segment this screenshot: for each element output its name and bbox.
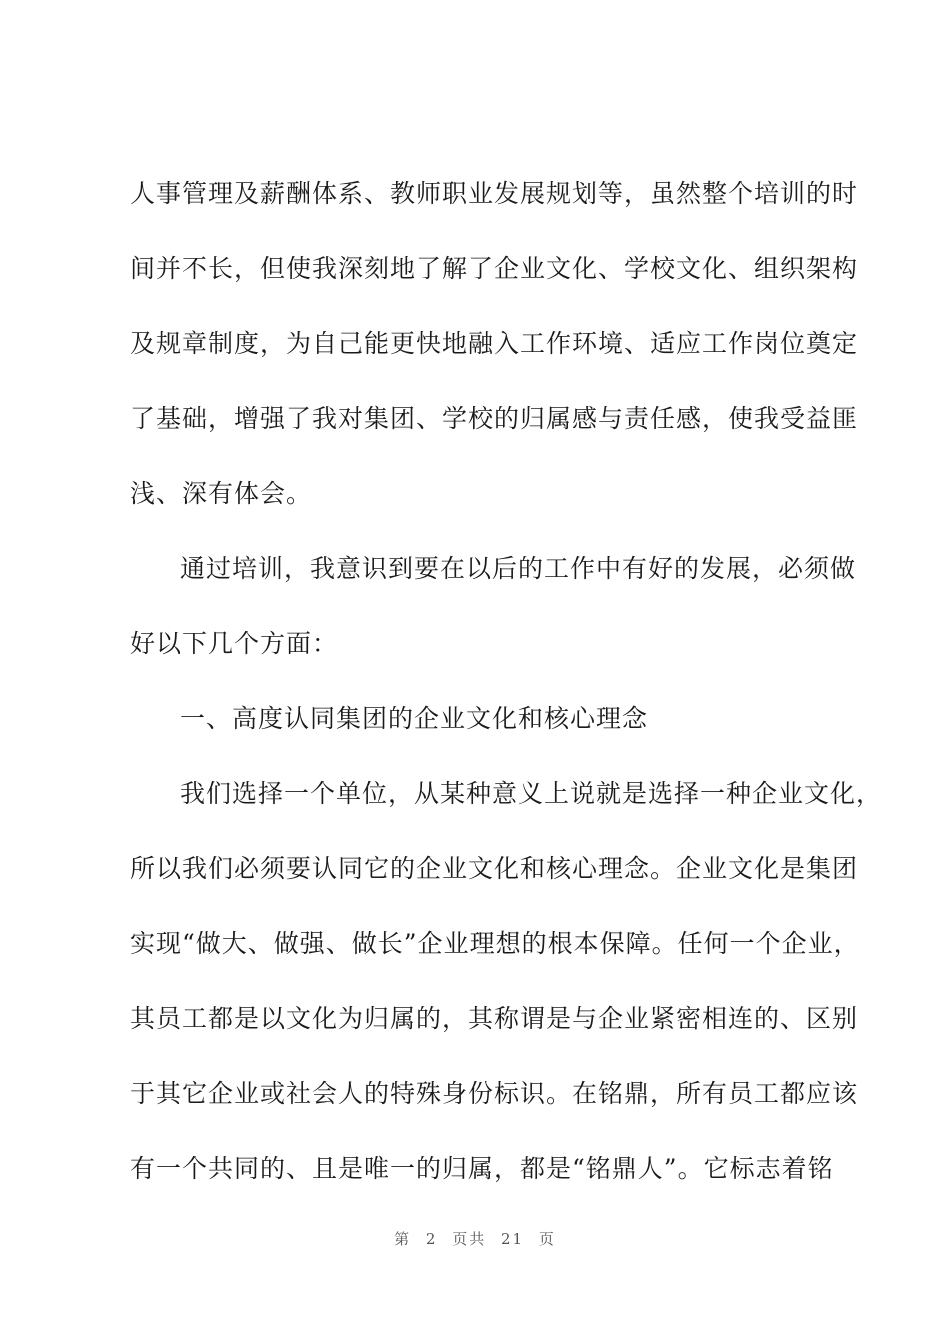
text-line-5: 浅、深有体会。 [130,479,313,508]
text-line-13: 于其它企业或社会人的特殊身份标识。在铭鼎，所有员工都应该 [130,1079,859,1108]
current-page-number: 2 [425,1230,438,1248]
total-pages-number: 21 [501,1230,525,1248]
footer-mid: 页共 [452,1230,487,1248]
text-line-3: 及规章制度，为自己能更快地融入工作环境、适应工作岗位奠定 [130,329,859,358]
section-heading: 一、高度认同集团的企业文化和核心理念 [180,704,649,733]
footer-suffix: 页 [538,1230,556,1248]
text-line-12: 其员工都是以文化为归属的，其称谓是与企业紧密相连的、区别 [130,1004,859,1033]
paragraph-start-line: 通过培训，我意识到要在以后的工作中有好的发展，必须做 [180,554,857,583]
footer-prefix: 第 [394,1230,412,1248]
text-line-7: 好以下几个方面： [130,629,339,658]
text-line-11: 实现“做大、做强、做长”企业理想的根本保障。任何一个企业， [130,929,860,958]
text-line-4: 了基础，增强了我对集团、学校的归属感与责任感，使我受益匪 [130,404,859,433]
text-line-14: 有一个共同的、且是唯一的归属，都是“铭鼎人”。它标志着铭 [130,1154,834,1183]
text-line-2: 间并不长，但使我深刻地了解了企业文化、学校文化、组织架构 [130,254,859,283]
text-line-1: 人事管理及薪酬体系、教师职业发展规划等，虽然整个培训的时 [130,179,859,208]
text-line-10: 所以我们必须要认同它的企业文化和核心理念。企业文化是集团 [130,854,859,883]
page-footer [0,1228,950,1249]
paragraph-start-line: 我们选择一个单位，从某种意义上说就是选择一种企业文化， [180,779,883,808]
